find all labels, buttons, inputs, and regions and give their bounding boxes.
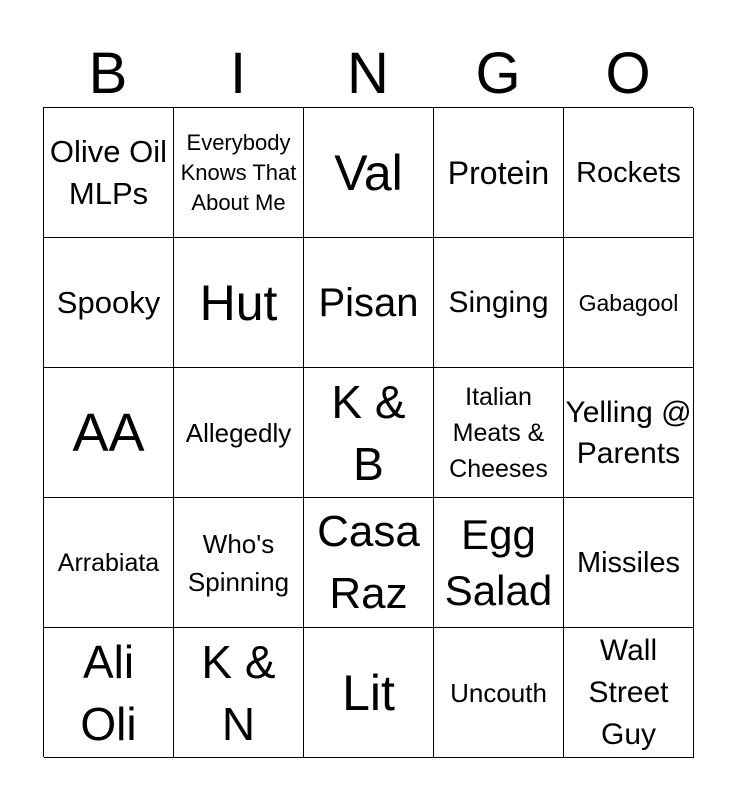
bingo-cell-r5c5[interactable] (564, 628, 694, 758)
bingo-cell-r2c4[interactable] (434, 238, 564, 368)
cell-text: Who's Spinning (187, 528, 290, 597)
bingo-cell-r5c1[interactable] (44, 628, 174, 758)
bingo-cell-r3c1[interactable] (44, 368, 174, 498)
cell-text: Egg Salad (444, 510, 553, 614)
header-letter-g: G (475, 41, 521, 106)
cell-text: Everybody Knows That About Me (180, 129, 297, 215)
bingo-cell-r2c1[interactable] (44, 238, 174, 368)
cell-text: Hut (199, 274, 278, 331)
cell-text: Arrabiata (57, 548, 160, 577)
cell-text: Singing (448, 285, 549, 319)
cell-text: Italian Meats & Cheeses (449, 382, 548, 483)
bingo-cell-r3c3[interactable] (304, 368, 434, 498)
cell-text: Gabagool (578, 289, 679, 316)
bingo-card-grid (43, 107, 693, 757)
bingo-cell-r3c5[interactable] (564, 368, 694, 498)
cell-text: Yelling @ Parents (565, 395, 692, 470)
bingo-header (43, 42, 693, 106)
cell-text: Ali Oli (80, 635, 137, 750)
bingo-cell-r3c2[interactable] (174, 368, 304, 498)
cell-text: Wall Street Guy (588, 633, 669, 751)
header-letter-b: B (88, 41, 128, 106)
bingo-cell-r2c2[interactable] (174, 238, 304, 368)
cell-text: Casa Raz (317, 506, 420, 618)
cell-text: Uncouth (450, 677, 547, 708)
cell-text: Spooky (56, 284, 161, 320)
bingo-cell-r1c2[interactable] (174, 108, 304, 238)
cell-text: Protein (447, 154, 550, 191)
bingo-cell-r5c3[interactable] (304, 628, 434, 758)
cell-text: Missiles (576, 546, 681, 579)
bingo-cell-r5c4[interactable] (434, 628, 564, 758)
cell-text: K & B (331, 375, 406, 490)
bingo-cell-r5c2[interactable] (174, 628, 304, 758)
cell-text: Rockets (576, 156, 681, 189)
cell-text: AA (72, 402, 145, 463)
cell-text: Val (334, 144, 403, 201)
bingo-cell-r2c5[interactable] (564, 238, 694, 368)
bingo-cell-r1c1[interactable] (44, 108, 174, 238)
header-letter-o: O (605, 41, 651, 106)
header-letter-n: N (347, 41, 389, 106)
bingo-cell-r4c5[interactable] (564, 498, 694, 628)
bingo-cell-r1c5[interactable] (564, 108, 694, 238)
bingo-cell-r4c2[interactable] (174, 498, 304, 628)
cell-text: Lit (342, 664, 395, 721)
bingo-cell-r2c3[interactable] (304, 238, 434, 368)
bingo-cell-r1c3[interactable] (304, 108, 434, 238)
cell-text: Pisan (318, 280, 419, 325)
bingo-cell-r4c4[interactable] (434, 498, 564, 628)
bingo-cell-r1c4[interactable] (434, 108, 564, 238)
header-letter-i: I (229, 41, 247, 106)
cell-text: Allegedly (185, 417, 292, 448)
bingo-cell-r3c4[interactable] (434, 368, 564, 498)
cell-text: K & N (201, 635, 276, 750)
bingo-cell-r4c3[interactable] (304, 498, 434, 628)
cell-text: Olive Oil MLPs (49, 133, 168, 211)
bingo-cell-r4c1[interactable] (44, 498, 174, 628)
